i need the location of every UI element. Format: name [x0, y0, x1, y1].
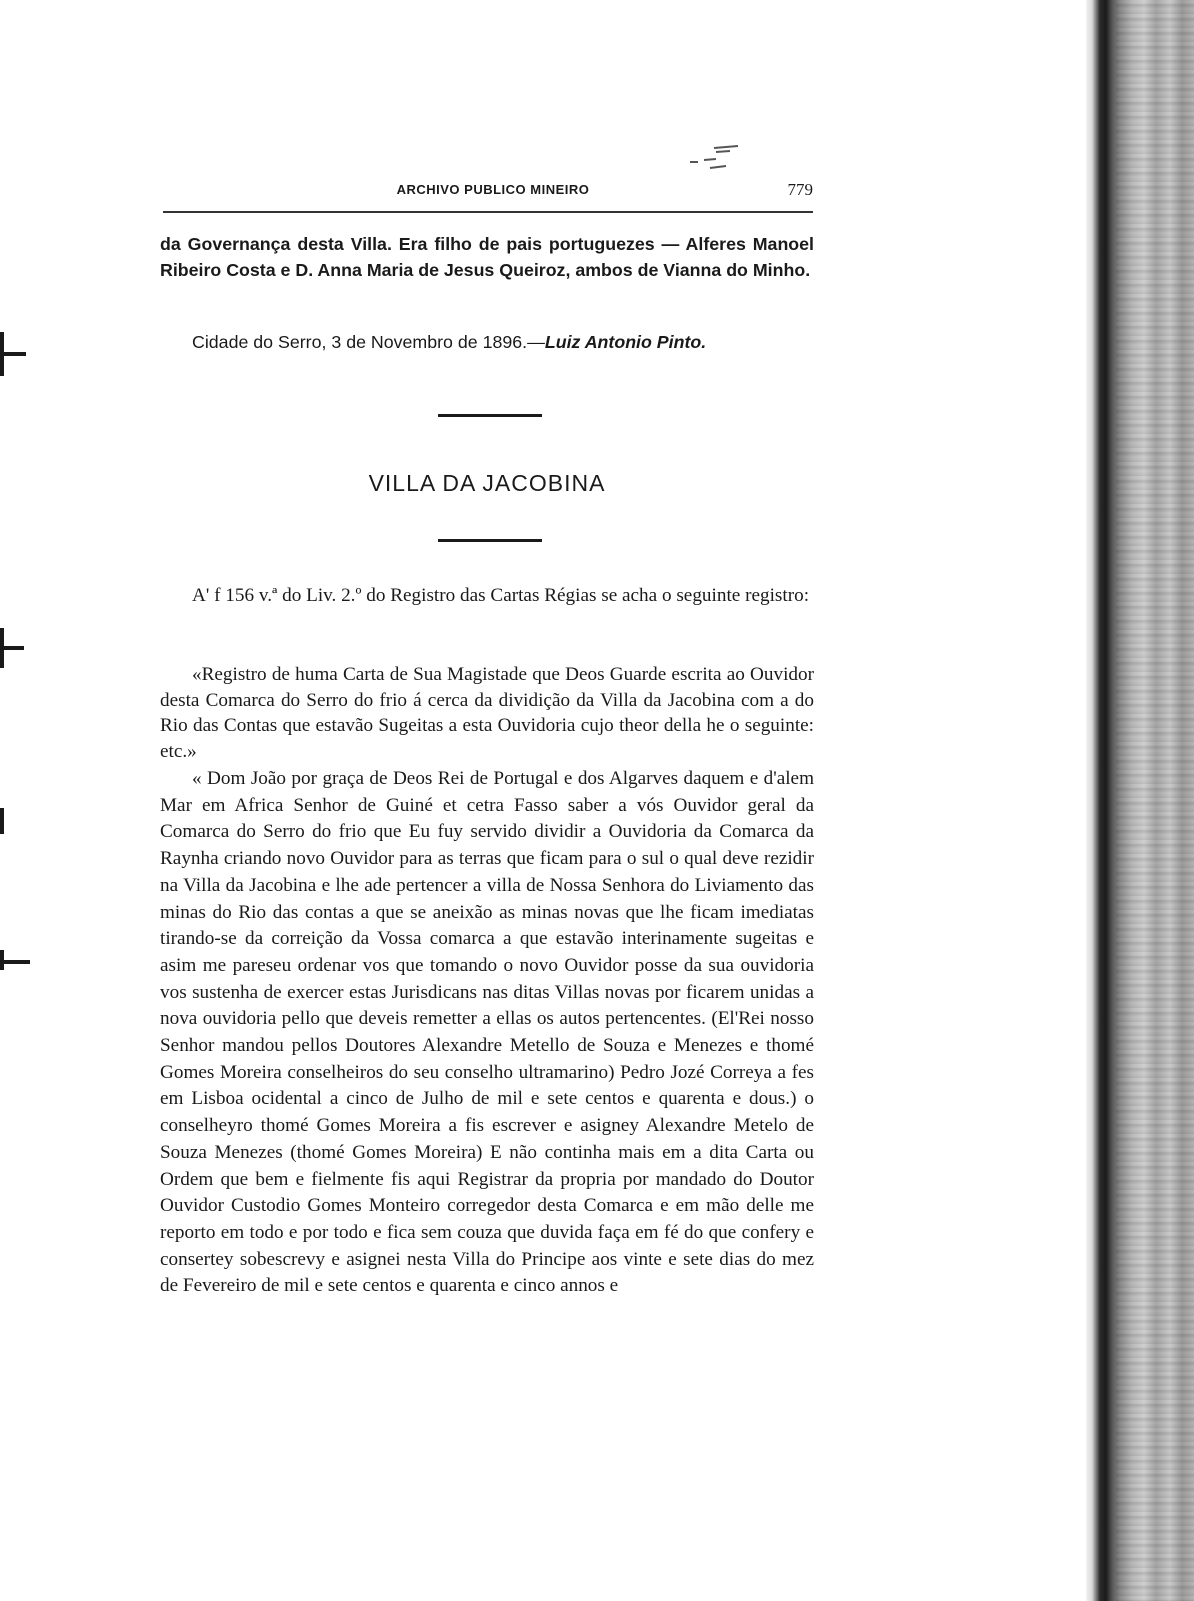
- margin-mark: [0, 960, 30, 964]
- margin-mark-stem: [0, 950, 4, 970]
- paragraph: « Dom João por graça de Deos Rei de Portugal e dos Algarves daquem e d'alem Mar em Africa Senhor de Guiné et cetra Fasso saber a vós Ouvidor geral da Comarca do Serro do frio que Eu fuy servido dividir a Ouvidoria da Comarca da Raynha criando novo Ouvidor para as terras que ficam para o sul o qual deve rezidir na Villa da Jacobina e lhe ade pertencer a villa de Nossa Senhora do Liviamento das minas do Rio das contas a que se aneixão as minas novas que lhe ficam imediatas tirando-se da correição da Vossa comarca a que estavão interinamente sugeitas e asim me pareseu ordenar vos que tomando o novo Ouvidor posse da sua ouvidoria vos sustenha de exercer estas Jurisdicans nas ditas Villas novas por ficarem unidas a nova ouvidoria pello que deveis remetter a ellas os autos pertencentes. (El'Rei nosso Senhor mandou pellos Doutores Alexandre Metello de Souza e Menezes e thomé Gomes Moreira conselheiros do seu conselho ultramarino) Pedro Jozé Correya a fes em Lisboa ocidental a cinco de Julho de mil e sete centos e quarenta e dous.) o conselheyro thomé Gomes Moreira a fis escrever e asigney Alexandre Metelo de Souza Menezes (thomé Gomes Moreira) E não continha mais em a dita Carta ou Ordem que bem e fielmente fis aqui Registrar da propria por mandado do Doutor Ouvidor Custodio Gomes Monteiro corregedor desta Comarca e em mão delle me reporto em todo e por todo e fica sem couza que duvida faça em fé do que confery e consertey sobescrevy e asignei nesta Villa do Principe aos vinte e sete dias do mez de Fevereiro de mil e sete centos e quarenta e cinco annos e: [160, 768, 814, 1297]
- section-divider: [438, 414, 542, 417]
- section-divider: [438, 539, 542, 542]
- running-title: ARCHIVO PUBLICO MINEIRO: [396, 182, 590, 197]
- ink-smudge: [686, 142, 754, 172]
- signature: Luiz Antonio Pinto.: [544, 332, 707, 352]
- binding-texture: [1116, 0, 1194, 1601]
- header-rule: [163, 211, 813, 213]
- section-title: VILLA DA JACOBINA: [368, 470, 606, 496]
- paragraph: A' f 156 v.ª do Liv. 2.º do Registro das Cartas Régias se acha o seguinte registro:: [192, 585, 810, 606]
- page-number: 779: [787, 180, 813, 199]
- paragraph: «Registro de huma Carta de Sua Magistade que Deos Guarde escrita ao Ouvidor desta Comarca do Serro do frio á cerca da dividição da Villa da Jacobina com a do Rio das Contas que estavão Sugeitas a esta Ouvidoria cujo theor della he o seguinte: etc.»: [160, 664, 814, 762]
- margin-mark-stem: [0, 628, 4, 668]
- margin-mark: [0, 808, 4, 834]
- running-head: [163, 182, 813, 206]
- dateline-text: Cidade do Serro, 3 de Novembro de 1896.—: [192, 332, 545, 352]
- dateline-paragraph: [160, 330, 814, 356]
- paragraph: da Governança desta Villa. Era filho de pais portuguezes — Alferes Manoel Ribeiro Costa e D. Anna Maria de Jesus Queiroz, ambos de Vianna do Minho.: [160, 234, 814, 280]
- margin-mark-stem: [0, 332, 4, 376]
